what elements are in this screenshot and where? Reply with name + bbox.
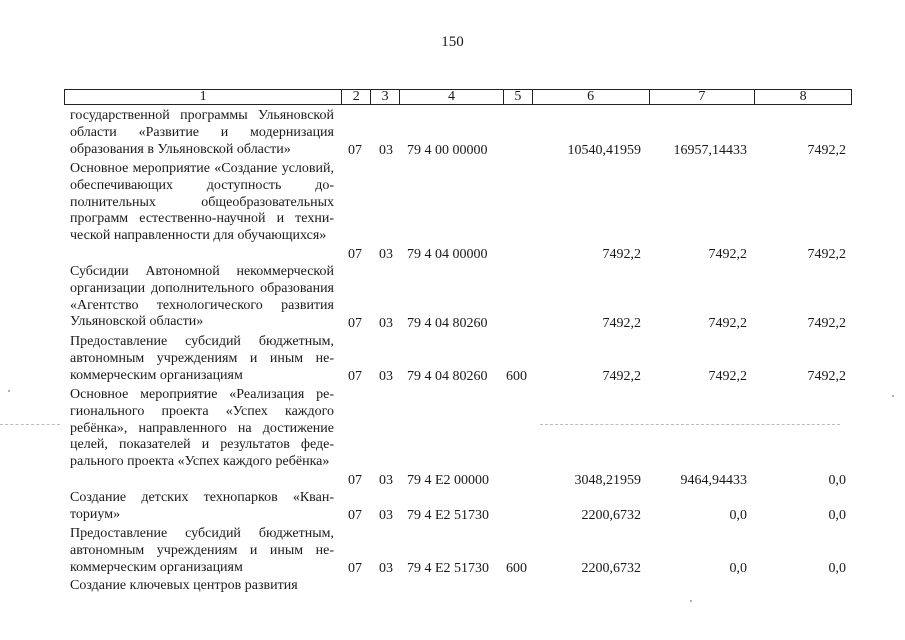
row-name: Предоставление субсидий бюджетным, автономным учреждениям и иным некоммерческим организациям: [70, 526, 334, 575]
row-section: 07: [348, 143, 362, 158]
scan-artifact-speck: [8, 390, 10, 392]
header-col-6: 6: [533, 90, 650, 104]
header-col-3: 3: [371, 90, 400, 104]
row-name: государственной программы Ульяновской области «Развитие и модернизация образования в Ульяновской области»: [70, 108, 334, 157]
row-amount-3: 7492,2: [807, 143, 846, 158]
row-amount-2: 0,0: [729, 508, 747, 523]
row-section: 07: [348, 473, 362, 488]
row-amount-1: 7492,2: [602, 369, 641, 384]
row-target-code: 79 4 04 80260: [407, 316, 488, 331]
row-target-code: 79 4 04 80260: [407, 369, 488, 384]
row-amount-2: 7492,2: [708, 369, 747, 384]
row-amount-2: 9464,94433: [680, 473, 747, 488]
row-subsection: 03: [379, 369, 393, 384]
row-amount-3: 7492,2: [807, 369, 846, 384]
scan-artifact-line: [540, 424, 840, 425]
row-subsection: 03: [379, 247, 393, 262]
header-col-4: 4: [400, 90, 504, 104]
row-amount-1: 7492,2: [602, 316, 641, 331]
row-amount-1: 2200,6732: [581, 561, 641, 576]
row-section: 07: [348, 316, 362, 331]
header-col-7: 7: [650, 90, 756, 104]
row-amount-2: 7492,2: [708, 247, 747, 262]
row-expense-type: 600: [506, 561, 527, 576]
scan-artifact-speck: [892, 395, 894, 397]
row-name: Предоставление субсидий бюджетным, автономным учреждениям и иным некоммерческим организациям: [70, 334, 334, 383]
row-section: 07: [348, 561, 362, 576]
row-name: Создание детских технопарков «Кванториум»: [70, 490, 334, 522]
header-col-2: 2: [342, 90, 371, 104]
row-target-code: 79 4 E2 51730: [407, 561, 490, 576]
row-target-code: 79 4 E2 00000: [407, 473, 490, 488]
row-amount-2: 0,0: [729, 561, 747, 576]
row-target-code: 79 4 E2 51730: [407, 508, 490, 523]
row-subsection: 03: [379, 316, 393, 331]
page-number: 150: [441, 34, 464, 50]
row-section: 07: [348, 508, 362, 523]
header-col-8: 8: [799, 89, 807, 104]
row-subsection: 03: [379, 473, 393, 488]
row-amount-1: 10540,41959: [567, 143, 641, 158]
table-header: [64, 89, 852, 105]
row-target-code: 79 4 04 00000: [407, 247, 488, 262]
row-subsection: 03: [379, 561, 393, 576]
row-amount-3: 0,0: [828, 508, 846, 523]
row-amount-3: 0,0: [828, 561, 846, 576]
header-col-1: 1: [65, 90, 342, 104]
row-amount-2: 7492,2: [708, 316, 747, 331]
scan-artifact-line: [0, 424, 60, 425]
row-amount-2: 16957,14433: [673, 143, 747, 158]
row-amount-3: 7492,2: [807, 247, 846, 262]
row-subsection: 03: [379, 508, 393, 523]
row-expense-type: 600: [506, 369, 527, 384]
row-amount-3: 0,0: [828, 473, 846, 488]
row-amount-1: 7492,2: [602, 247, 641, 262]
row-amount-1: 3048,21959: [574, 473, 641, 488]
row-subsection: 03: [379, 143, 393, 158]
row-section: 07: [348, 369, 362, 384]
header-col-5: 5: [504, 90, 533, 104]
row-name: Субсидии Автономной некоммерческой организации дополнительного образования «Агентство технологического развития Ульяновской области»: [70, 264, 334, 330]
row-amount-3: 7492,2: [807, 316, 846, 331]
row-name: Основное мероприятие «Реализация регионального проекта «Успех каждого ребёнка», направленного на достижение целей, показателей и результатов федерального проекта «Успех каждого ребёнка»: [70, 387, 334, 470]
row-name: Основное мероприятие «Создание условий, обеспечивающих доступность дополнительных общеобразовательных программ естественно-научной и технической направленности для обучающихся»: [70, 161, 334, 244]
scan-artifact-speck: [690, 600, 692, 602]
row-amount-1: 2200,6732: [581, 508, 641, 523]
row-section: 07: [348, 247, 362, 262]
row-target-code: 79 4 00 00000: [407, 143, 488, 158]
row-name: Создание ключевых центров развития: [70, 578, 298, 593]
